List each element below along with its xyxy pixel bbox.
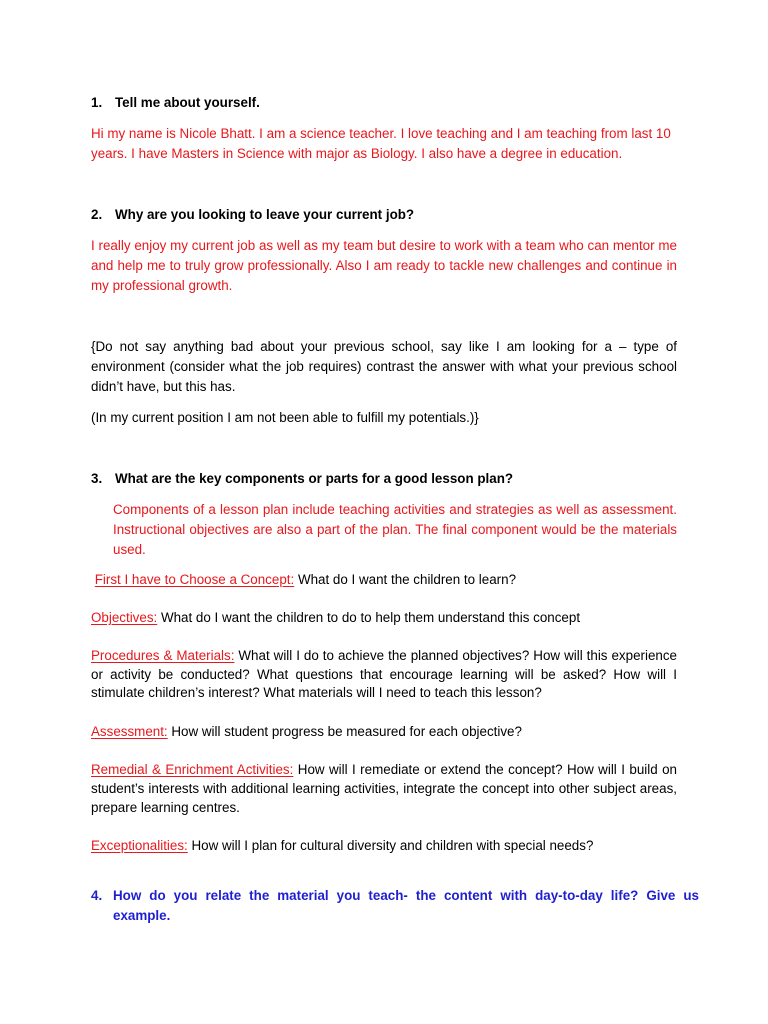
list-item-exceptionalities bbox=[91, 836, 681, 856]
list-item-text: How will I remediate or extend the concept? How will I build on student’s interests with additional learning activities, integrate the concept into other subject areas, prepare learning centres. bbox=[91, 762, 677, 815]
question-4-text: How do you relate the material you teach- the content with day-to-day life? Give us example. bbox=[113, 888, 699, 923]
question-1-text: Tell me about yourself. bbox=[115, 95, 260, 110]
list-item-text: What will I do to achieve the planned objectives? How will this experience or activity be conducted? What questions that encourage learning will be asked? How will I stimulate children’s interest? What materials will I need to teach this lesson? bbox=[91, 648, 677, 700]
question-3-text: What are the key components or parts for a good lesson plan? bbox=[115, 471, 514, 486]
question-2 bbox=[91, 205, 681, 225]
question-3 bbox=[91, 469, 681, 489]
list-item-assessment bbox=[91, 722, 681, 742]
list-item-label: Remedial & Enrichment Activities: bbox=[91, 762, 294, 777]
question-1 bbox=[91, 93, 681, 113]
question-2-text: Why are you looking to leave your current job? bbox=[115, 207, 415, 222]
list-item-label: Objectives: bbox=[91, 610, 158, 625]
question-4 bbox=[91, 886, 699, 926]
list-item-concept bbox=[91, 570, 681, 590]
list-item-label: Procedures & Materials: bbox=[91, 648, 235, 663]
list-item-procedures bbox=[91, 647, 677, 703]
advice-note: {Do not say anything bad about your previous school, say like I am looking for a – type of environment (consider what the job requires) contrast the answer with what your previous school didn’t have, but this has. bbox=[91, 339, 677, 394]
answer-3: Components of a lesson plan include teaching activities and strategies as well as assessment. Instructional objectives are also a part of the plan. The final component would be the materials used. bbox=[113, 502, 677, 557]
list-item-label: Exceptionalities: bbox=[91, 838, 188, 853]
list-item-text: What do I want the children to do to help them understand this concept bbox=[157, 610, 581, 625]
list-item-label: Assessment: bbox=[91, 724, 168, 739]
list-item-text: How will I plan for cultural diversity and children with special needs? bbox=[187, 838, 594, 853]
answer-1: Hi my name is Nicole Bhatt. I am a science teacher. I love teaching and I am teaching from last 10 years. I have Masters in Science with major as Biology. I also have a degree in education. bbox=[91, 126, 671, 161]
question-2-number: 2. bbox=[91, 207, 103, 222]
list-item-text: How will student progress be measured for each objective? bbox=[167, 724, 522, 739]
question-4-number: 4. bbox=[91, 888, 103, 903]
list-item-objectives bbox=[91, 608, 681, 628]
advice-note-example: (In my current position I am not been able to fulfill my potentials.)} bbox=[91, 410, 479, 425]
question-1-number: 1. bbox=[91, 95, 103, 110]
list-item-label: First I have to Choose a Concept: bbox=[94, 572, 295, 587]
list-item-remedial bbox=[91, 760, 677, 817]
question-3-number: 3. bbox=[91, 471, 103, 486]
answer-2: I really enjoy my current job as well as my team but desire to work with a team who can mentor me and help me to truly grow professionally. Also I am ready to tackle new challenges and continue in my professional growth. bbox=[91, 238, 677, 293]
list-item-text: What do I want the children to learn? bbox=[294, 572, 517, 587]
